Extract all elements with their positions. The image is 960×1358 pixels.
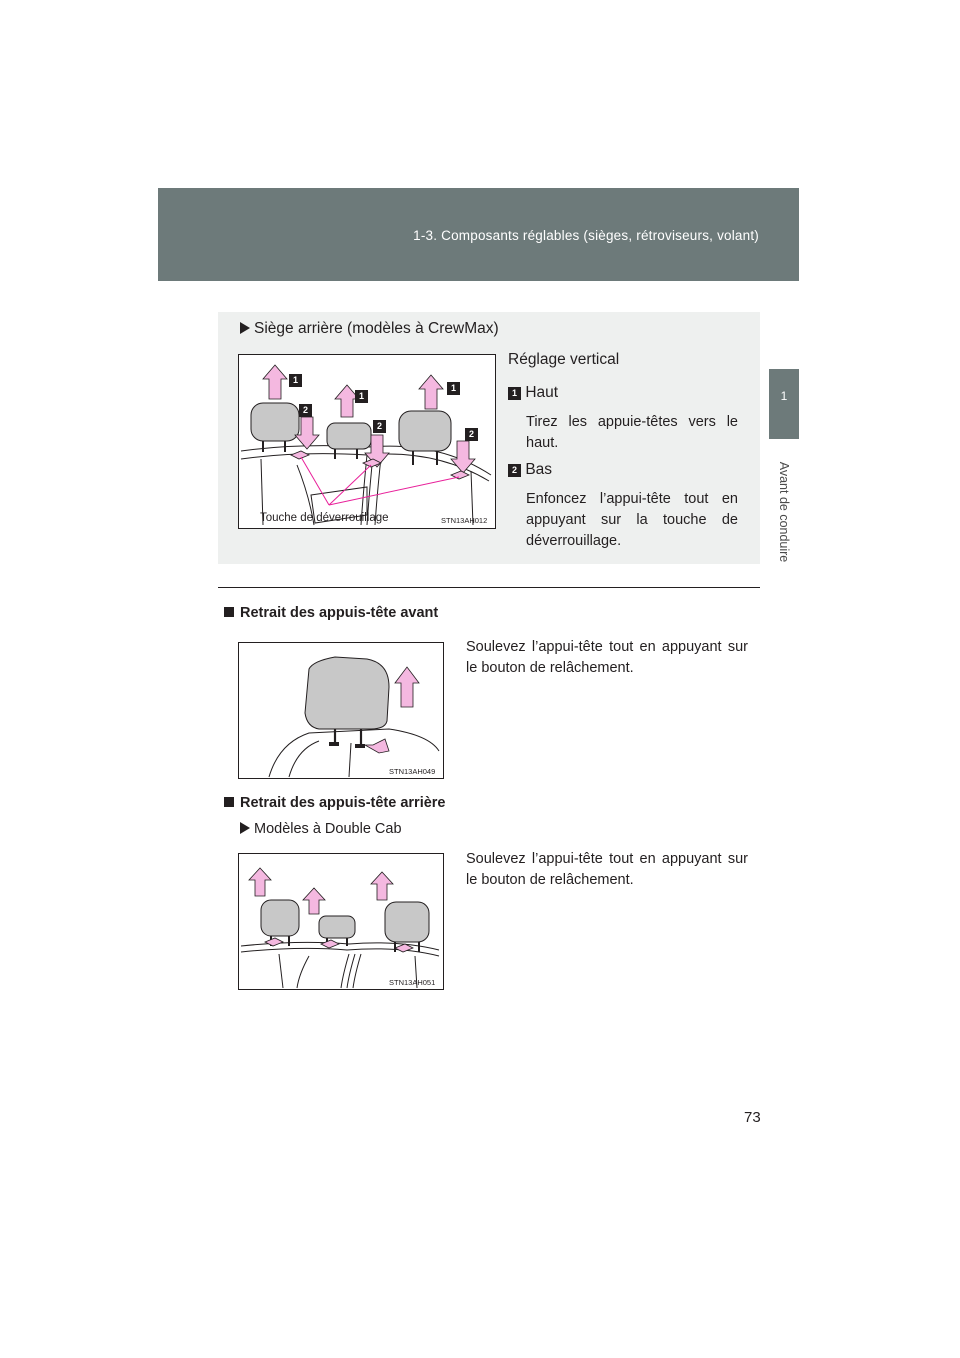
square-bullet-icon bbox=[224, 607, 234, 617]
square-bullet-icon bbox=[224, 797, 234, 807]
section-divider bbox=[218, 587, 760, 588]
crewmax-illustration bbox=[238, 354, 496, 529]
chapter-header bbox=[158, 188, 799, 281]
illustration-code: STN13AH012 bbox=[441, 516, 488, 525]
rear-removal-illustration bbox=[238, 853, 444, 990]
front-headrest-icon bbox=[239, 643, 443, 778]
up-step-text: Haut bbox=[525, 384, 559, 401]
page-number: 73 bbox=[744, 1109, 761, 1126]
down-step-label bbox=[508, 461, 552, 479]
triangle-bullet-icon bbox=[240, 822, 250, 834]
badge-1-a: 1 bbox=[289, 371, 302, 389]
badge-1-c: 1 bbox=[447, 379, 460, 397]
rear-headrests-icon bbox=[239, 854, 443, 989]
chapter-side-label bbox=[776, 452, 792, 572]
down-step-description: Enfoncez l’appui-tête tout en appuyant sur la touche de déverrouillage. bbox=[526, 491, 738, 549]
up-step-description: Tirez les appuie-têtes vers le haut. bbox=[526, 414, 738, 451]
double-cab-subheading bbox=[240, 821, 402, 837]
front-removal-heading bbox=[224, 605, 438, 621]
badge-2-b: 2 bbox=[373, 417, 386, 435]
front-removal-heading-text: Retrait des appuis-tête avant bbox=[240, 605, 439, 621]
triangle-bullet-icon bbox=[240, 322, 250, 334]
up-step-label bbox=[508, 384, 558, 402]
vertical-adjust-title: Réglage vertical bbox=[508, 351, 620, 368]
release-button-callout: Touche de déverrouillage bbox=[260, 512, 389, 524]
badge-1-b: 1 bbox=[355, 387, 368, 405]
badge-2-c: 2 bbox=[465, 425, 478, 443]
rear-removal-heading bbox=[224, 795, 446, 811]
front-removal-text: Soulevez l’appui-tête tout en appuyant sur le bouton de relâchement. bbox=[466, 639, 748, 676]
chapter-tab: 1 bbox=[769, 369, 799, 439]
front-removal-illustration bbox=[238, 642, 444, 779]
illustration-code: STN13AH051 bbox=[389, 978, 436, 987]
rear-removal-text: Soulevez l’appui-tête tout en appuyant sur le bouton de relâchement. bbox=[466, 851, 748, 888]
crewmax-heading-text: Siège arrière (modèles à CrewMax) bbox=[254, 320, 499, 337]
up-step-badge: 1 bbox=[508, 387, 521, 400]
down-step-badge: 2 bbox=[508, 464, 521, 477]
badge-2-a: 2 bbox=[299, 401, 312, 419]
chapter-side-label-text: Avant de conduire bbox=[777, 461, 791, 563]
double-cab-subheading-text: Modèles à Double Cab bbox=[254, 821, 402, 837]
down-step-text: Bas bbox=[525, 461, 553, 478]
crewmax-heading bbox=[240, 320, 499, 338]
chapter-title: 1-3. Composants réglables (sièges, rétroviseurs, volant) bbox=[413, 228, 759, 243]
rear-removal-heading-text: Retrait des appuis-tête arrière bbox=[240, 795, 446, 811]
illustration-code: STN13AH049 bbox=[389, 767, 436, 776]
